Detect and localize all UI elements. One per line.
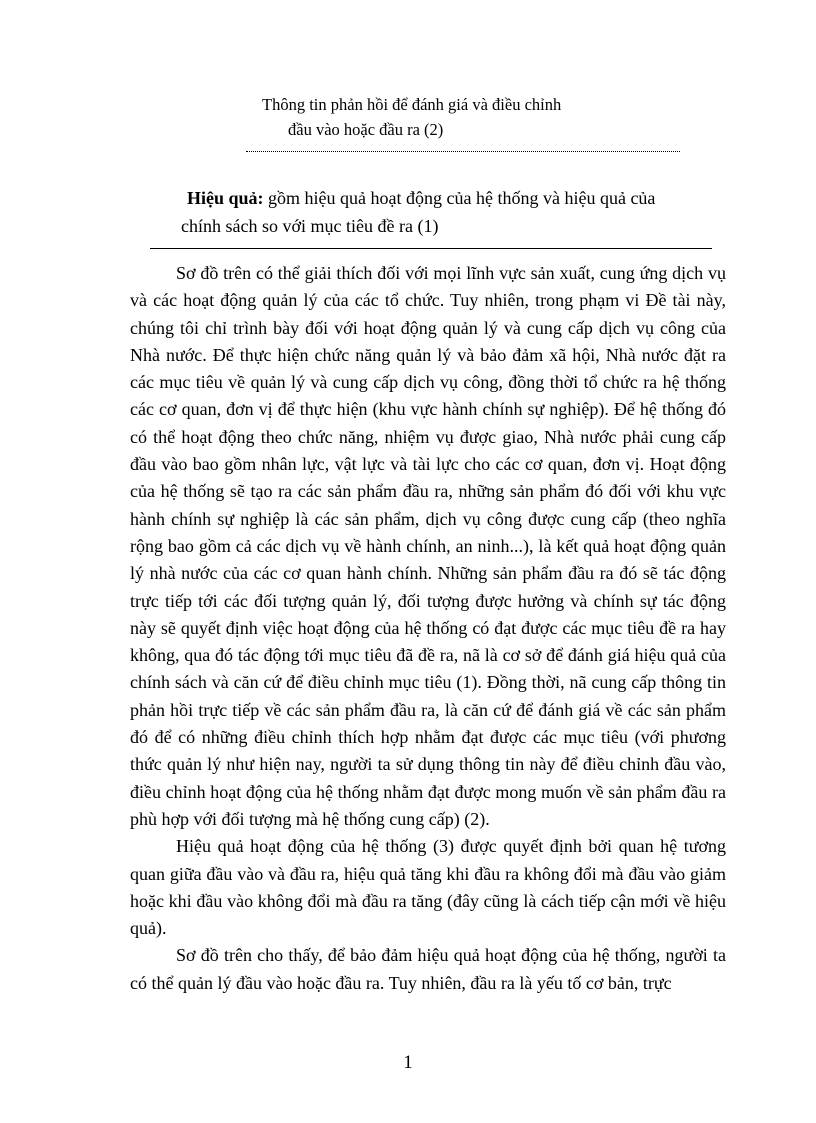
dotted-divider bbox=[246, 151, 680, 152]
effect-box-line-2: chính sách so với mục tiêu đề ra (1) bbox=[181, 216, 439, 236]
effect-definition: gồm hiệu quả hoạt động của hệ thống và hiệu quả của bbox=[263, 188, 656, 208]
effect-term: Hiệu quả: bbox=[187, 188, 264, 208]
effect-box-line-1 bbox=[181, 184, 701, 212]
feedback-box-line-2: đầu vào hoặc đầu ra (2) bbox=[288, 120, 444, 139]
solid-divider bbox=[150, 248, 712, 249]
body-text bbox=[130, 260, 726, 997]
feedback-box bbox=[246, 92, 680, 142]
feedback-box-line-1: Thông tin phản hồi để đánh giá và điều chỉnh bbox=[262, 95, 562, 114]
paragraph: Hiệu quả hoạt động của hệ thống (3) được quyết định bởi quan hệ tương quan giữa đầu vào và đầu ra, hiệu quả tăng khi đầu ra không đổi mà đầu vào giảm hoặc khi đầu vào không đổi mà đầu ra tăng (đây cũng là cách tiếp cận mới về hiệu quả). bbox=[130, 836, 726, 939]
page-number: 1 bbox=[403, 1052, 413, 1073]
paragraph: Sơ đồ trên có thể giải thích đối với mọi lĩnh vực sản xuất, cung ứng dịch vụ và các hoạt động quản lý của các tổ chức. Tuy nhiên, trong phạm vi Đề tài này, chúng tôi chỉ trình bày đối với hoạt động quản lý và cung cấp dịch vụ công của Nhà nước. Để thực hiện chức năng quản lý và bảo đảm xã hội, Nhà nước đặt ra các mục tiêu về quản lý và cung cấp dịch vụ công, đồng thời tổ chức ra hệ thống các cơ quan, đơn vị để thực hiện (khu vực hành chính sự nghiệp). Để hệ thống đó có thể hoạt động theo chức năng, nhiệm vụ được giao, Nhà nước phải cung cấp đầu vào bao gồm nhân lực, vật lực và tài lực cho các cơ quan, đơn vị. Hoạt động của hệ thống sẽ tạo ra các sản phẩm đầu ra, những sản phẩm đó đối với khu vực hành chính sự nghiệp là các sản phẩm, dịch vụ công được cung cấp (theo nghĩa rộng bao gồm cả các dịch vụ về hành chính, an ninh...), là kết quả hoạt động quản lý nhà nước của các cơ quan hành chính. Những sản phẩm đầu ra đó sẽ tác động trực tiếp tới các đối tượng quản lý, đối tượng được hưởng và chính sự tác động này sẽ quyết định việc hoạt động của hệ thống có đạt được các mục tiêu đề ra hay không, qua đó tác động tới mục tiêu đã đề ra, nã là cơ sở để đánh giá hiệu quả của chính sách và căn cứ để điều chỉnh mục tiêu (1). Đồng thời, nã cung cấp thông tin phản hồi trực tiếp về các sản phẩm đầu ra, là căn cứ để đánh giá về các sản phẩm đó để có những điều chỉnh thích hợp nhằm đạt được các mục tiêu (với phương thức quản lý như hiện nay, người ta sử dụng thông tin này để điều chỉnh đầu vào, điều chỉnh hoạt động của hệ thống nhằm đạt được mong muốn về sản phẩm đầu ra phù hợp với đối tượng mà hệ thống cung cấp) (2). bbox=[130, 263, 726, 829]
effect-box bbox=[181, 184, 701, 240]
paragraph: Sơ đồ trên cho thấy, để bảo đảm hiệu quả hoạt động của hệ thống, người ta có thể quản lý đầu vào hoặc đầu ra. Tuy nhiên, đầu ra là yếu tố cơ bản, trực bbox=[130, 945, 726, 993]
